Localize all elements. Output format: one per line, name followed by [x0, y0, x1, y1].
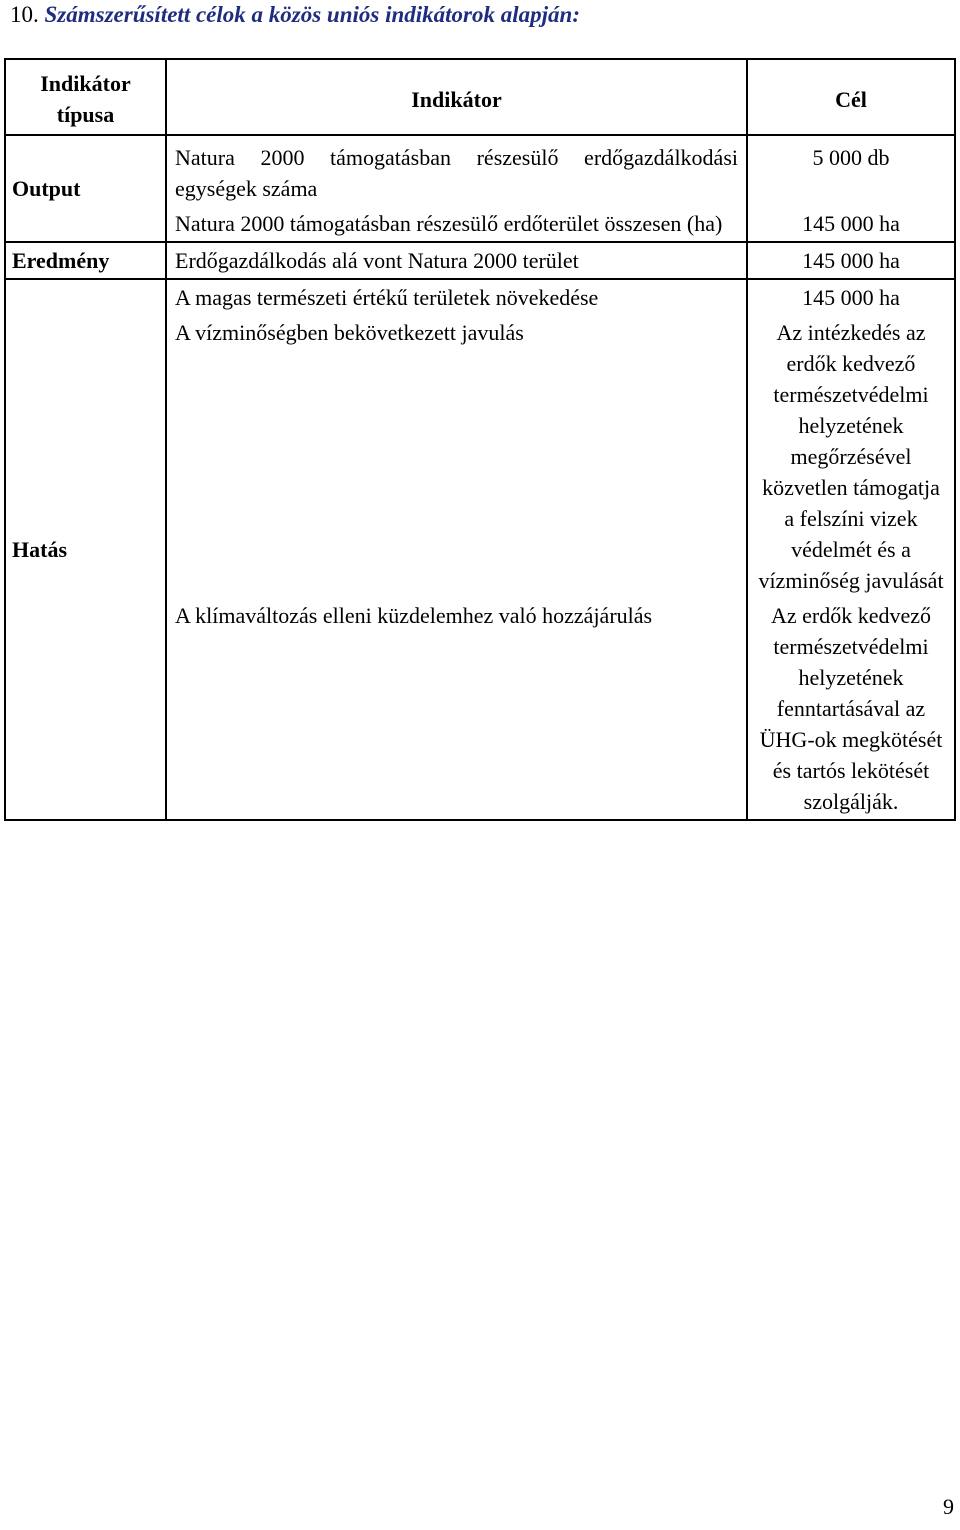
table-row [5, 242, 955, 279]
indicator-cell: A magas természeti értékű területek növekedése [166, 279, 747, 315]
section-number: 10. [10, 2, 39, 27]
page-number: 9 [943, 1494, 954, 1519]
indicator-type-output: Output [5, 135, 166, 242]
header-indicator: Indikátor [166, 59, 747, 135]
indicator-table [4, 58, 956, 821]
table-header-row [5, 59, 955, 135]
indicator-cell: A klímaváltozás elleni küzdelemhez való hozzájárulás [166, 598, 747, 820]
goal-cell: 145 000 ha [747, 242, 955, 279]
header-indicator-type: Indikátor típusa [5, 59, 166, 135]
section-heading [10, 0, 580, 30]
indicator-type-impact: Hatás [5, 279, 166, 820]
table-row [5, 279, 955, 315]
goal-cell: Az intézkedés az erdők kedvező természetvédelmi helyzetének megőrzésével közvetlen támogatja a felszíni vizek védelmét és a vízminőség javulását [747, 315, 955, 598]
indicator-cell: A vízminőségben bekövetkezett javulás [166, 315, 747, 598]
goal-cell: 5 000 db [747, 135, 955, 206]
table-row [5, 135, 955, 206]
header-goal: Cél [747, 59, 955, 135]
indicator-type-result: Eredmény [5, 242, 166, 279]
goal-cell: 145 000 ha [747, 279, 955, 315]
goal-cell: Az erdők kedvező természetvédelmi helyzetének fenntartásával az ÜHG-ok megkötését és tartós lekötését szolgálják. [747, 598, 955, 820]
indicator-cell: Erdőgazdálkodás alá vont Natura 2000 terület [166, 242, 747, 279]
indicator-cell: Natura 2000 támogatásban részesülő erdőterület összesen (ha) [166, 206, 747, 242]
indicator-cell: Natura 2000 támogatásban részesülő erdőgazdálkodási egységek száma [166, 135, 747, 206]
section-title: Számszerűsített célok a közös uniós indikátorok alapján: [44, 2, 580, 27]
goal-cell: 145 000 ha [747, 206, 955, 242]
